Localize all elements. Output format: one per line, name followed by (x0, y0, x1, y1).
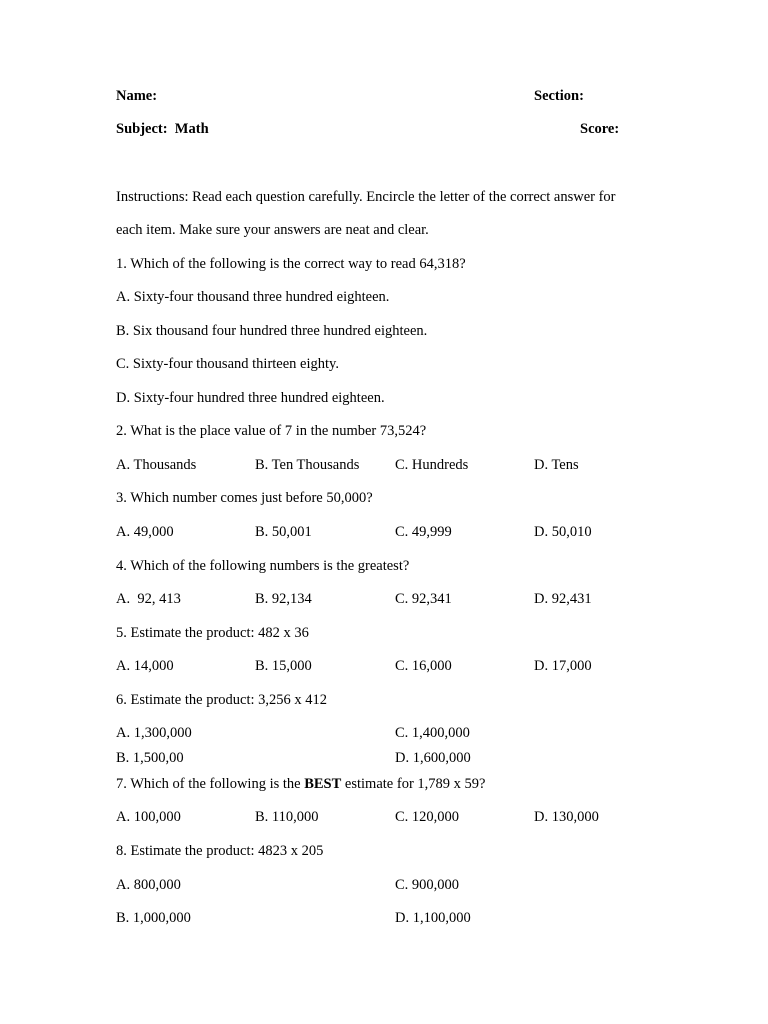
question-1: 1. Which of the following is the correct way to read 64,318? (116, 256, 466, 272)
q8-choice-c: C. 900,000 (395, 877, 460, 893)
instructions-line-1: Instructions: Read each question carefully. Encircle the letter of the correct answer for (116, 189, 616, 205)
q7-choice-c: C. 120,000 (395, 809, 460, 825)
q7-choice-b: B. 110,000 (255, 809, 319, 825)
q7-choice-d: D. 130,000 (534, 809, 599, 825)
question-8: 8. Estimate the product: 4823 x 205 (116, 843, 324, 859)
q3-choice-c: C. 49,999 (395, 524, 452, 540)
score-label: Score: (580, 121, 620, 137)
q3-choice-d: D. 50,010 (534, 524, 592, 540)
q4-choice-b: B. 92,134 (255, 591, 312, 607)
question-2: 2. What is the place value of 7 in the number 73,524? (116, 423, 427, 439)
question-7-text-before: 7. Which of the following is the (116, 776, 305, 792)
question-7-text-after: estimate for 1,789 x 59? (341, 776, 486, 792)
q3-choice-a: A. 49,000 (116, 524, 174, 540)
q4-choice-d: D. 92,431 (534, 591, 592, 607)
q5-choice-c: C. 16,000 (395, 658, 452, 674)
instructions-line-2: each item. Make sure your answers are neat and clear. (116, 222, 429, 238)
q8-choice-a: A. 800,000 (116, 877, 181, 893)
q1-choice-b: B. Six thousand four hundred three hundred eighteen. (116, 323, 428, 339)
q3-choice-b: B. 50,001 (255, 524, 312, 540)
question-5: 5. Estimate the product: 482 x 36 (116, 625, 309, 641)
question-7 (116, 777, 485, 792)
q6-choice-b: B. 1,500,00 (116, 750, 184, 766)
q2-choice-b: B. Ten Thousands (255, 457, 360, 473)
q2-choice-a: A. Thousands (116, 457, 197, 473)
q6-choice-d: D. 1,600,000 (395, 750, 471, 766)
q4-choice-c: C. 92,341 (395, 591, 452, 607)
q5-choice-b: B. 15,000 (255, 658, 312, 674)
section-label: Section: (534, 88, 584, 104)
q5-choice-a: A. 14,000 (116, 658, 174, 674)
question-7-emphasis: BEST (304, 776, 342, 792)
question-6: 6. Estimate the product: 3,256 x 412 (116, 692, 328, 708)
q6-choice-a: A. 1,300,000 (116, 725, 192, 741)
subject-label: Subject: Math (116, 121, 209, 137)
q1-choice-a: A. Sixty-four thousand three hundred eighteen. (116, 289, 390, 305)
question-3: 3. Which number comes just before 50,000? (116, 490, 373, 506)
q5-choice-d: D. 17,000 (534, 658, 592, 674)
q1-choice-d: D. Sixty-four hundred three hundred eighteen. (116, 390, 385, 406)
name-label: Name: (116, 88, 158, 104)
question-4: 4. Which of the following numbers is the greatest? (116, 558, 410, 574)
q6-choice-c: C. 1,400,000 (395, 725, 470, 741)
q4-choice-a: A. 92, 413 (116, 591, 181, 607)
q8-choice-d: D. 1,100,000 (395, 910, 471, 926)
q2-choice-d: D. Tens (534, 457, 579, 473)
q2-choice-c: C. Hundreds (395, 457, 469, 473)
q8-choice-b: B. 1,000,000 (116, 910, 191, 926)
q1-choice-c: C. Sixty-four thousand thirteen eighty. (116, 356, 339, 372)
q7-choice-a: A. 100,000 (116, 809, 181, 825)
